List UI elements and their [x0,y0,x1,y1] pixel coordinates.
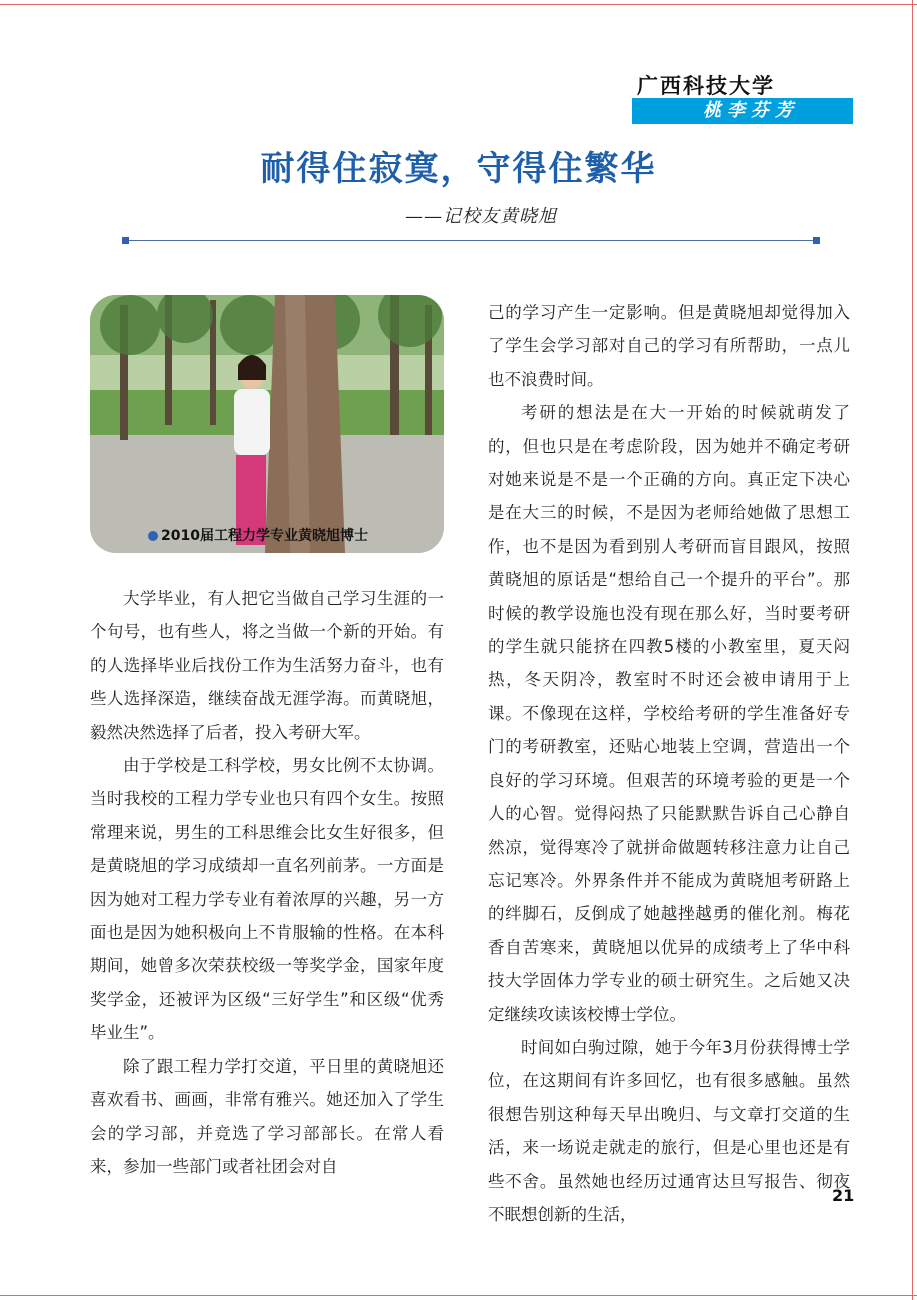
column-banner [632,98,853,124]
paragraph: 考研的想法是在大一开始的时候就萌发了的，但也只是在考虑阶段，因为她并不确定考研对她来说是不是一个正确的方向。真正定下决心是在大三的时候，不是因为老师给她做了思想工作，也不是因为看到别人考研而盲目跟风，按照黄晓旭的原话是“想给自己一个提升的平台”。那时候的教学设施也没有现在那么好，当时要考研的学生就只能挤在四教5楼的小教室里，夏天闷热，冬天阴冷，教室时不时还会被申请用于上课。不像现在这样，学校给考研的学生准备好专门的考研教室，还贴心地装上空调，营造出一个良好的学习环境。但艰苦的环境考验的更是一个人的心智。觉得闷热了只能默默告诉自己心静自然凉，觉得寒冷了就拼命做题转移注意力让自己忘记寒冷。外界条件并不能成为黄晓旭考研路上的绊脚石，反倒成了她越挫越勇的催化剂。梅花香自苦寒来，黄晓旭以优异的成绩考上了华中科技大学固体力学专业的硕士研究生。之后她又决定继续攻读该校博士学位。 [488,403,850,1024]
photo-caption [148,525,368,545]
article-title: 耐得住寂寞，守得住繁华 [260,149,657,189]
page-number: 21 [832,1186,855,1205]
crop-line-right [912,0,913,1300]
divider-end-left [122,237,129,244]
paragraph: 大学毕业，有人把它当做自己学习生涯的一个句号，也有些人，将之当做一个新的开始。有的人选择毕业后找份工作为生活努力奋斗，也有些人选择深造，继续奋战无涯学海。而黄晓旭，毅然决然选择了后者，投入考研大军。 [90,589,444,742]
article-subtitle: ——记校友黄晓旭 [405,206,557,227]
article-column-left [90,582,444,1183]
crop-line-bottom [0,1295,917,1296]
article-photo [90,295,444,553]
paragraph-continuation: 己的学习产生一定影响。但是黄晓旭却觉得加入了学生会学习部对自己的学习有所帮助，一点儿也不浪费时间。 [488,303,850,389]
column-name: 桃李芬芳 [703,100,799,121]
title-divider [128,240,818,241]
photo-caption-text: 2010届工程力学专业黄晓旭博士 [161,528,368,544]
paragraph: 时间如白驹过隙，她于今年3月份获得博士学位，在这期间有许多回忆，也有很多感触。虽然很想告别这种每天早出晚归、与文章打交道的生活，来一场说走就走的旅行，但是心里也还是有些不舍。虽然她也经历过通宵达旦写报告、彻夜不眠想创新的生活， [488,1037,850,1224]
photo-illustration [90,295,444,553]
paragraph: 除了跟工程力学打交道，平日里的黄晓旭还喜欢看书、画画，非常有雅兴。她还加入了学生会的学习部，并竞选了学习部部长。在常人看来，参加一些部门或者社团会对自 [90,1056,444,1176]
divider-end-right [813,237,820,244]
caption-bullet-icon [148,531,158,541]
crop-line-top [0,4,917,5]
paragraph: 由于学校是工科学校，男女比例不太协调。当时我校的工程力学专业也只有四个女生。按照常理来说，男生的工科思维会比女生好很多，但是黄晓旭的学习成绩却一直名列前茅。一方面是因为她对工程力学专业有着浓厚的兴趣，另一方面也是因为她积极向上不肯服输的性格。在本科期间，她曾多次荣获校级一等奖学金，国家年度奖学金，还被评为区级“三好学生”和区级“优秀毕业生”。 [90,756,444,1043]
school-name: 广西科技大学 [637,73,775,98]
article-column-right [488,296,850,1231]
